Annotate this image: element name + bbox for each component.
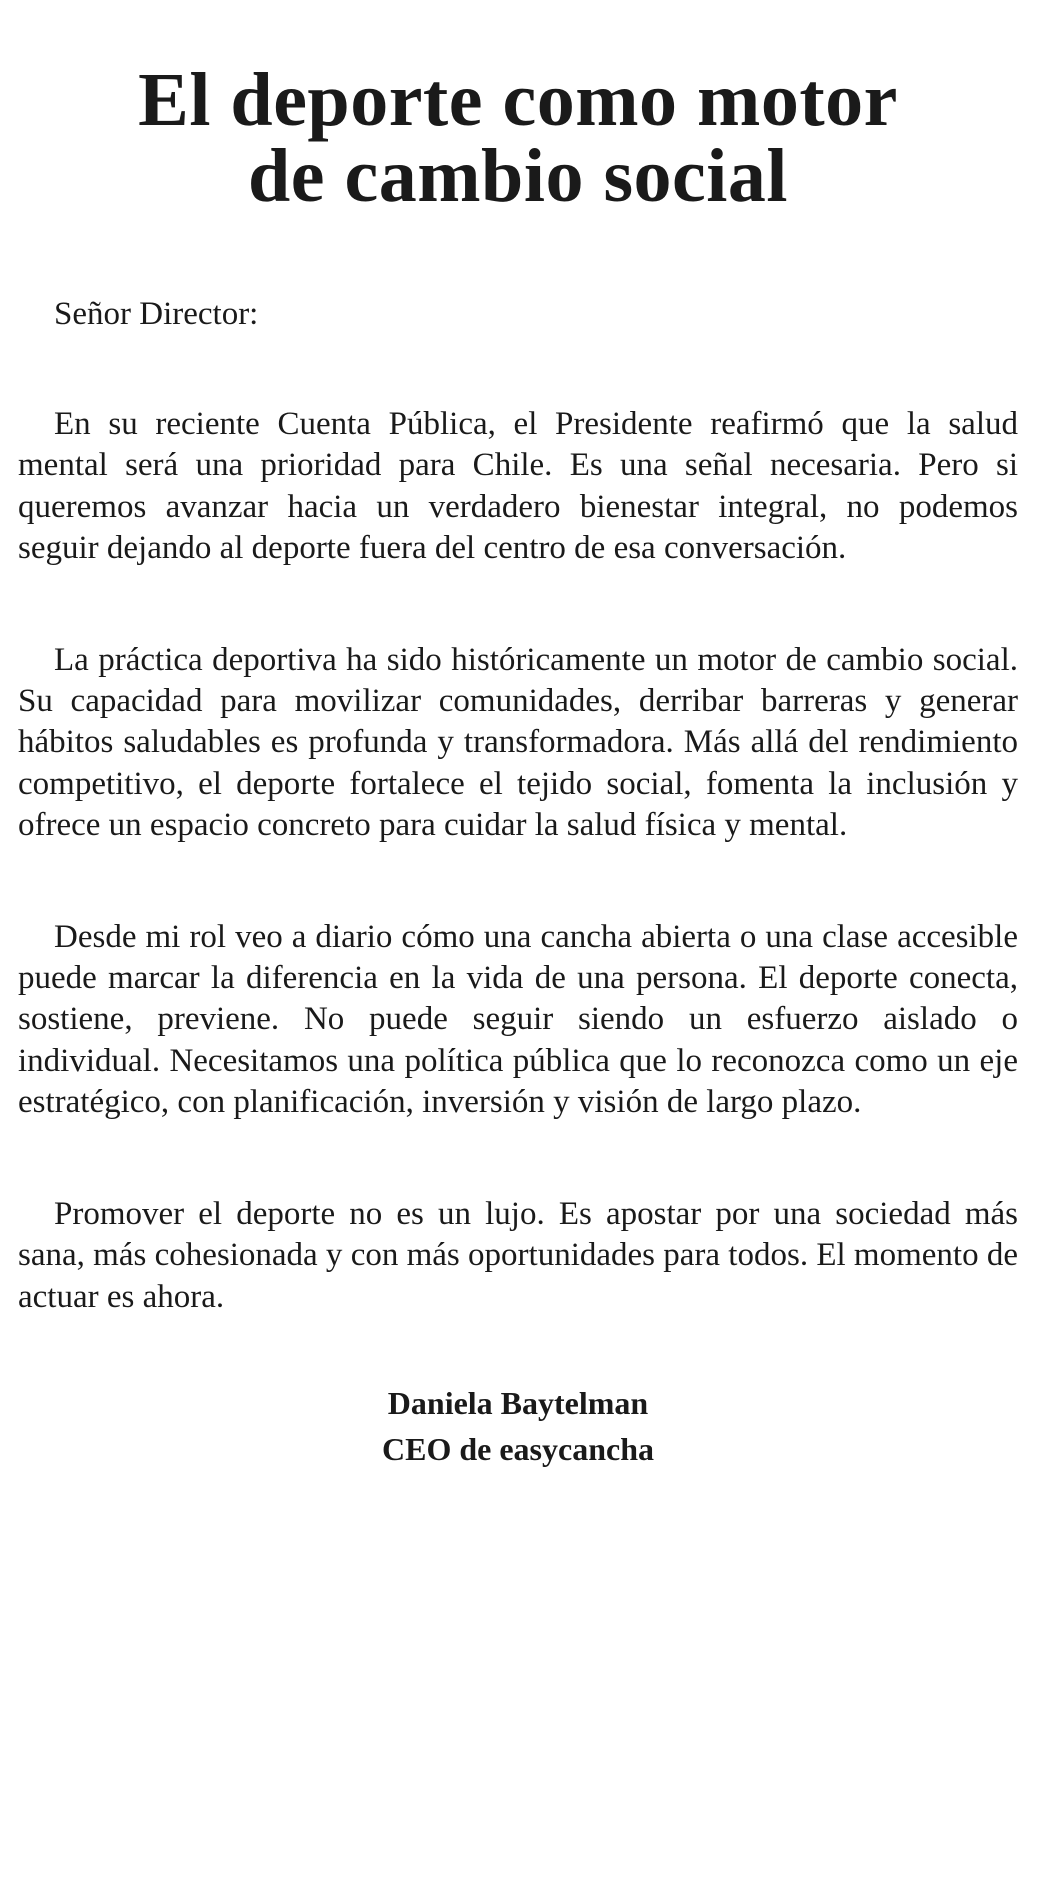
title-line-1: El deporte como motor (138, 58, 898, 142)
signature-block (18, 1380, 1018, 1472)
letter (18, 0, 1018, 1472)
title-line-2: de cambio social (248, 134, 788, 218)
paragraph-2: La práctica deportiva ha sido históricamente un motor de cambio social. Su capacidad para movilizar comunidades, derribar barreras y generar hábitos saludables es profunda y transformadora. Más allá del rendimiento competitivo, el deporte fortalece el tejido social, fomenta la inclusión y ofrece un espacio concreto para cuidar la salud física y mental. (18, 641, 1018, 844)
paragraph-3: Desde mi rol veo a diario cómo una cancha abierta o una clase accesible puede marcar la diferencia en la vida de una persona. El deporte conecta, sostiene, previene. No puede seguir siendo un esfuerzo aislado o individual. Necesitamos una política pública que lo reconozca como un eje estratégico, con planificación, inversión y visión de largo plazo. (18, 918, 1018, 1121)
letter-title (18, 58, 1018, 218)
salutation: Señor Director: (54, 296, 259, 332)
signature-role: CEO de easycancha (382, 1430, 654, 1467)
signature-name: Daniela Baytelman (387, 1384, 649, 1421)
paragraph-4: Promover el deporte no es un lujo. Es apostar por una sociedad más sana, más cohesionada y con más oportunidades para todos. El momento de actuar es ahora. (18, 1195, 1018, 1315)
paragraph-1: En su reciente Cuenta Pública, el Presidente reafirmó que la salud mental será una prioridad para Chile. Es una señal necesaria. Pero si queremos avanzar hacia un verdadero bienestar integral, no podemos seguir dejando al deporte fuera del centro de esa conversación. (18, 406, 1018, 567)
